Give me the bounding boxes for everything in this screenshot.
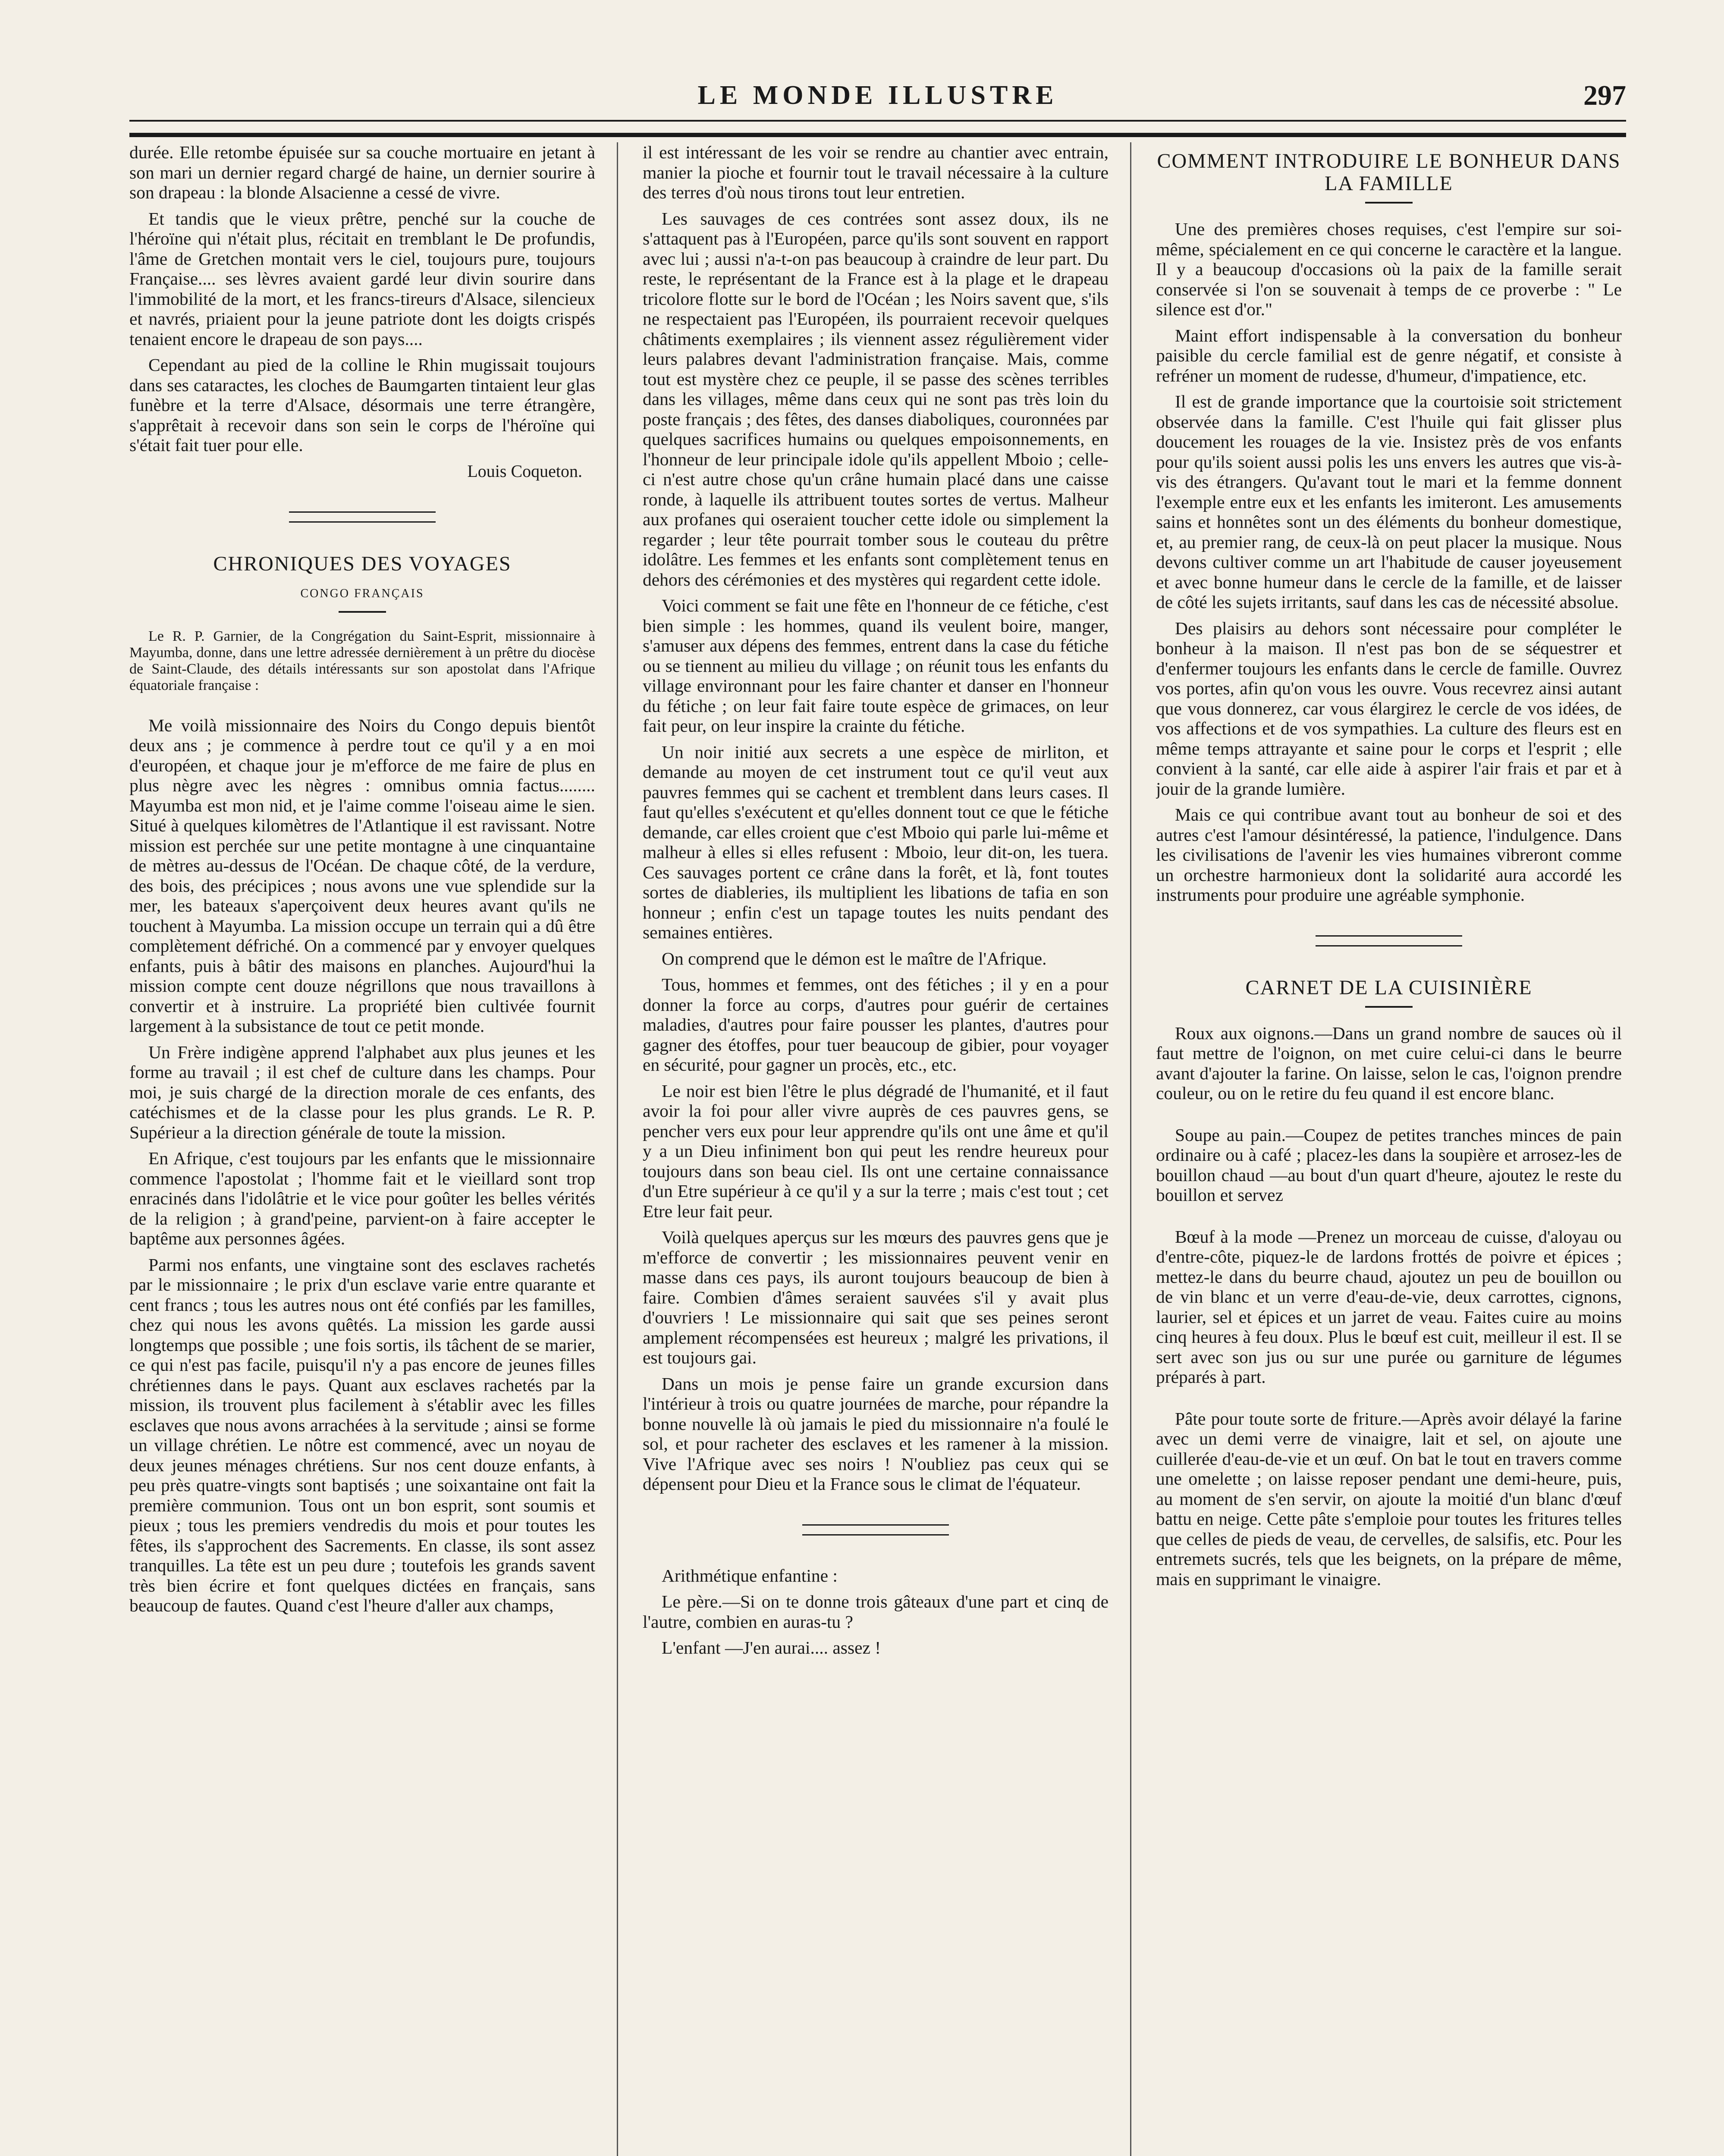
joke-line: L'enfant —J'en aurai.... assez ! <box>662 1638 881 1658</box>
paragraph: Dans un mois je pense faire un grande excursion dans l'intérieur à trois ou quatre journées de marche, pour répandre la bonne nouvelle là où jamais le pied du missionnaire n'a foulé le sol, et pour racheter des esclaves et les ramener à la mission. Vive l'Afrique avec ses noirs ! N'oubliez pas ceux qui se dépensent pour Dieu et la France sous le climat de l'équateur. <box>643 1373 1109 1494</box>
paragraph: durée. Elle retombe épuisée sur sa couche mortuaire en jetant à son mari un dernier regard chargé de haine, un dernier sourire à son drapeau : la blonde Alsacienne a cessé de vivre. <box>129 142 595 202</box>
joke-title: Arithmétique enfantine : <box>662 1565 838 1586</box>
column-3 <box>1156 142 1622 2156</box>
masthead <box>129 76 1626 123</box>
paragraph: Une des premières choses requises, c'est l'empire sur soi-même, spécialement en ce qui concerne le caractère et la langue. Il y a beaucoup d'occasions où la paix de la famille serait conservée si l'on se souvenait à temps de ce proverbe : " Le silence est d'or." <box>1156 219 1622 319</box>
paragraph: On comprend que le démon est le maître de l'Afrique. <box>662 948 1047 968</box>
journal-title: LE MONDE ILLUSTRE <box>697 81 1058 110</box>
section-divider <box>289 511 436 523</box>
section-subtitle: CONGO FRANÇAIS <box>300 587 424 600</box>
paragraph: Et tandis que le vieux prêtre, penché sur la couche de l'héroïne qui n'était plus, récitait en tremblant le De profundis, l'âme de Gretchen montait vers le ciel, toujours pure, toujours Française.... ses lèvres avaient gardé leur divin sourire dans l'immobilité de la mort, et les francs-tireurs d'Alsace, silencieux et navrés, priaient pour la jeune patriote dont les doigts crispés tenaient encore le drapeau de son pays.... <box>129 208 595 349</box>
short-rule <box>1365 202 1413 204</box>
recipe-paragraph: Bœuf à la mode —Prenez un morceau de cuisse, d'aloyau ou d'entre-côte, piquez-le de lardons frottés de poivre et épices ; mettez-le dans du beurre chaud, ajoutez un peu de bouillon ou de vin blanc et un verre d'eau-de-vie, deux carrottes, cignons, laurier, sel et épices et un jarret de veau. Faites cuire au moins cinq heures à feu doux. Plus le bœuf est cuit, meilleur il est. Il se sert avec son jus ou sur une purée ou garniture de légumes préparés à part. <box>1156 1226 1622 1387</box>
paragraph: Un noir initié aux secrets a une espèce de mirliton, et demande au moyen de cet instrument tout ce qu'il veut aux pauvres femmes qui se cachent et tremblent dans leurs cases. Il faut qu'elles s'exécutent et qu'elles donnent tout ce que le fétiche demande, car elles croient que c'est Mboio qui parle lui-même et malheur à elles si elles refusent : Mboio, leur dit-on, les tuera. Ces sauvages portent ce crâne dans la forêt, et là, font toutes sortes de diableries, ils multiplient les libations de tafia en son honneur ; enfin c'est un tapage toutes les nuits pendant des semaines entières. <box>643 742 1109 942</box>
paragraph: Me voilà missionnaire des Noirs du Congo depuis bientôt deux ans ; je commence à perdre tout ce qu'il y a en moi d'européen, et chaque jour je m'efforce de me faire de plus en plus nègre avec les nègres : omnibus omnia factus........ Mayumba est mon nid, et je l'aime comme l'oiseau aime le sien. Situé à quelques kilomètres de l'Atlantique il est ravissant. Notre mission est perchée sur une petite montagne à une cinquantaine de mètres au-dessus de l'Océan. De chaque côté, de la verdure, des bois, des précipices ; nous avons une vue splendide sur la mer, les bateaux s'aperçoivent deux heures avant qu'ils ne touchent à Mayumba. La mission occupe un terrain qui a dû être complètement défriché. On a commencé par y envoyer quelques enfants, puis à bâtir des maisons en planches. Aujourd'hui la mission compte cent douze négrillons que nous travaillons à convertir et à instruire. La propriété bien cultivée fournit largement à la subsistance de tout ce petit monde. <box>129 715 595 1036</box>
column-1 <box>129 142 595 2156</box>
section-title: CHRONIQUES DES VOYAGES <box>213 552 512 575</box>
column-2 <box>643 142 1109 2156</box>
paragraph: Le noir est bien l'être le plus dégradé de l'humanité, et il faut avoir la foi pour aller vivre auprès de ces pauvres gens, se pencher vers eux pour leur apprendre qu'ils ont une âme et qu'il y a un Dieu infiniment bon qui peut les rendre heureux pour toujours dans son beau ciel. Ils ont une certaine connaissance d'un Etre supérieur à ce qu'il y a sur la terre ; mais c'est tout ; cet Etre leur fait peur. <box>643 1081 1109 1221</box>
recipe-paragraph: Soupe au pain.—Coupez de petites tranches minces de pain ordinaire ou à café ; placez-les dans la soupière et arrosez-les de bouillon chaud —au bout d'un quart d'heure, ajoutez le reste du bouillon et servez <box>1156 1125 1622 1205</box>
paragraph: Les sauvages de ces contrées sont assez doux, ils ne s'attaquent pas à l'Européen, parce qu'ils sont souvent en rapport avec lui ; aussi n'a-t-on pas beaucoup à craindre de leur part. Du reste, le représentant de la France est à la plage et le drapeau tricolore flotte sur le bord de l'Océan ; les Noirs savent que, s'ils ne respectaient pas l'Européen, ils pourraient recevoir quelques châtiments exemplaires ; ils viennent assez régulièrement vider leurs palabres devant l'administration française. Mais, comme tout est mystère chez ce peuple, il se passe des scènes terribles dans les villages, même dans ceux qui ne sont pas très loin du poste français ; des fêtes, des danses diaboliques, couronnées par quelques sacrifices humains ou quelques empoisonnements, en l'honneur de leur principale idole qu'ils appellent Mboio ; celle-ci n'est autre chose qu'un crâne humain placé dans une caisse ronde, à laquelle ils attribuent toutes sortes de vertus. Malheur aux profanes qui oseraient toucher cette idole ou simplement la regarder ; leur tête pourrait tomber sous le couteau du prêtre idolâtre. Les femmes et les enfants sont complètement tenus en dehors des cérémonies et des mystères qui regardent cette idole. <box>643 208 1109 589</box>
short-rule <box>1365 1006 1413 1008</box>
intro-paragraph: Le R. P. Garnier, de la Congrégation du Saint-Esprit, missionnaire à Mayumba, donne, dans une lettre adressée dernièrement à un prêtre du diocèse de Saint-Claude, des détails intéressants sur son apostolat dans l'Afrique équatoriale française : <box>129 628 595 693</box>
paragraph: Voilà quelques aperçus sur les mœurs des pauvres gens que je m'efforce de convertir ; les missionnaires peuvent venir en masse dans ces pays, ils auront toujours beaucoup de bien à faire. Combien d'âmes seraient sauvées s'il y avait plus d'ouvriers ! Le missionnaire qui sait que ses peines seront amplement récompensées est heureux ; malgré les privations, il est toujours gai. <box>643 1227 1109 1367</box>
paragraph: Mais ce qui contribue avant tout au bonheur de soi et des autres c'est l'amour désintéressé, la patience, l'indulgence. Dans les civilisations de l'avenir les vies humaines vibreront comme un orchestre harmonieux dont la solidarité aura accordé les instruments pour produire une agréable symphonie. <box>1156 805 1622 905</box>
paragraph: Voici comment se fait une fête en l'honneur de ce fétiche, c'est bien simple : les hommes, quand ils veulent boire, manger, s'amuser aux dépens des femmes, entrent dans la case du fétiche ou se tiennent au milieu du village ; on réunit tous les enfants du village environnant pour les faire chanter et danser en l'honneur du fétiche ; on leur fait faire toute espèce de grimaces, on leur fait peur, on leur inspire la crainte du fétiche. <box>643 595 1109 736</box>
recipe-paragraph: Pâte pour toute sorte de friture.—Après avoir délayé la farine avec un demi verre de vinaigre, lait et sel, on ajoute une cuillerée d'eau-de-vie et un œuf. On bat le tout en travers comme une omelette ; on laisse reposer pendant une demi-heure, puis, au moment de s'en servir, on ajoute la moitié d'un blanc d'œuf battu en neige. Cette pâte s'emploie pour toutes les fritures telles que celles de pieds de veau, de cervelles, de salsifis, etc. Pour les entremets sucrés, tels que les beignets, on la prépare de même, mais en supprimant le vinaigre. <box>1156 1408 1622 1589</box>
short-rule <box>339 611 386 613</box>
paragraph: Il est de grande importance que la courtoisie soit strictement observée dans la famille. C'est l'huile qui fait glisser plus doucement les rouages de la vie. Insistez près de vos enfants pour qu'ils soient aussi polis les uns envers les autres que vis-à-vis des étrangers. Qu'avant tout le mari et la femme donnent l'exemple entre eux et les enfants les imiteront. Les amusements sains et honnêtes sont un des éléments du bonheur domestique, et, au premier rang, de ceux-là on peut placer la musique. Nous devons cultiver comme un art l'habitude de causer joyeusement et avec bonne humeur dans le cercle de la famille, et de laisser de côté les sujets irritants, sauf dans les cas de nécessité absolue. <box>1156 392 1622 612</box>
section-divider <box>802 1524 949 1536</box>
paragraph: Cependant au pied de la colline le Rhin mugissait toujours dans ses cataractes, les cloches de Baumgarten tintaient leur glas funèbre et la terre d'Alsace, désormais une terre étrangère, s'apprêtait à recevoir dans son sein le corps de l'héroïne qui s'était fait tuer pour elle. <box>129 355 595 455</box>
paragraph: En Afrique, c'est toujours par les enfants que le missionnaire commence l'apostolat ; l'homme fait et le vieillard sont trop enracinés dans l'idolâtrie et le vice pour goûter les belles vérités de la religion ; à grand'peine, parvient-on à faire accepter le baptême aux personnes âgées. <box>129 1148 595 1248</box>
masthead-rule <box>129 120 1626 137</box>
column-divider <box>617 142 618 2156</box>
paragraph: Un Frère indigène apprend l'alphabet aux plus jeunes et les forme au travail ; il est chef de culture dans les champs. Pour moi, je suis chargé de la direction morale de ces enfants, des catéchismes et de la classe pour les plus grands. Le R. P. Supérieur a la direction générale de toute la mission. <box>129 1042 595 1142</box>
column-divider <box>1130 142 1131 2156</box>
section-title: COMMENT INTRODUIRE LE BONHEUR DANS LA FAMILLE <box>1157 150 1621 195</box>
paragraph: Parmi nos enfants, une vingtaine sont des esclaves rachetés par le missionnaire ; le prix d'un esclave varie entre quarante et cent francs ; tous les autres nous ont été confiés par les familles, chez qui nous les avons quêtés. La mission les garde aussi longtemps que possible ; une fois sortis, ils tâchent de se marier, ce qui n'est pas facile, puisqu'il n'y a pas encore de jeunes filles chrétiennes dans le pays. Quant aux esclaves rachetés par la mission, ils trouvent plus facilement à s'établir avec les filles esclaves que nous avons arrachées à la servitude ; ainsi se forme un village chrétien. Le nôtre est commencé, avec un noyau de deux jeunes ménages chrétiens. Sur nos cent douze enfants, à peu près quatre-vingts sont baptisés ; une soixantaine ont fait la première communion. Tous ont un bon esprit, sont soumis et pieux ; tous les premiers vendredis du mois et pour toutes les fêtes, ils s'approchent des Sacrements. En classe, ils sont assez tranquilles. La tête est un peu dure ; toutefois les grands savent très bien écrire et font quelques dictées en français, sans beaucoup de fautes. Quand c'est l'heure d'aller aux champs, <box>129 1254 595 1615</box>
joke-line: Le père.—Si on te donne trois gâteaux d'une part et cinq de l'autre, combien en auras-tu ? <box>643 1592 1109 1632</box>
paragraph: Tous, hommes et femmes, ont des fétiches ; il y en a pour donner la force au corps, d'autres pour guérir de certaines maladies, d'autres pour faire pousser les plantes, d'autres pour gagner des étoffes, pour tuer beaucoup de gibier, pour voyager en sécurité, pour gagner un procès, etc., etc. <box>643 975 1109 1075</box>
recipe-paragraph: Roux aux oignons.—Dans un grand nombre de sauces où il faut mettre de l'oignon, on met cuire celui-ci dans le beurre avant d'ajouter la farine. On laisse, selon le cas, l'oignon prendre couleur, ou on le retire du feu quand il est encore blanc. <box>1156 1023 1622 1103</box>
paragraph: Maint effort indispensable à la conversation du bonheur paisible du cercle familial est de genre négatif, et consiste à refréner un moment de rudesse, d'humeur, d'impatience, etc. <box>1156 325 1622 385</box>
page-number: 297 <box>1583 80 1626 111</box>
section-title: CARNET DE LA CUISINIÈRE <box>1245 976 1532 999</box>
author-signature: Louis Coqueton. <box>467 461 582 481</box>
section-divider <box>1316 935 1462 946</box>
paragraph: Des plaisirs au dehors sont nécessaire pour compléter le bonheur à la maison. Il n'est pas bon de se séquestrer et d'enfermer toujours les enfants dans le cercle de famille. Ouvrez vos portes, afin qu'on vous les ouvre. Vous recevrez ainsi autant que vous donnerez, car vous élargirez le cercle de vos idées, de vos affections et de vos sympathies. La culture des fleurs est en même temps attrayante et saine pour le corps et l'esprit ; elle convient à la santé, car elle aide à aspirer l'air frais et par et à jouir de la grande lumière. <box>1156 618 1622 799</box>
paragraph: il est intéressant de les voir se rendre au chantier avec entrain, manier la pioche et fournir tout le travail nécessaire à la culture des terres d'où nous tirons tout leur entretien. <box>643 142 1109 202</box>
